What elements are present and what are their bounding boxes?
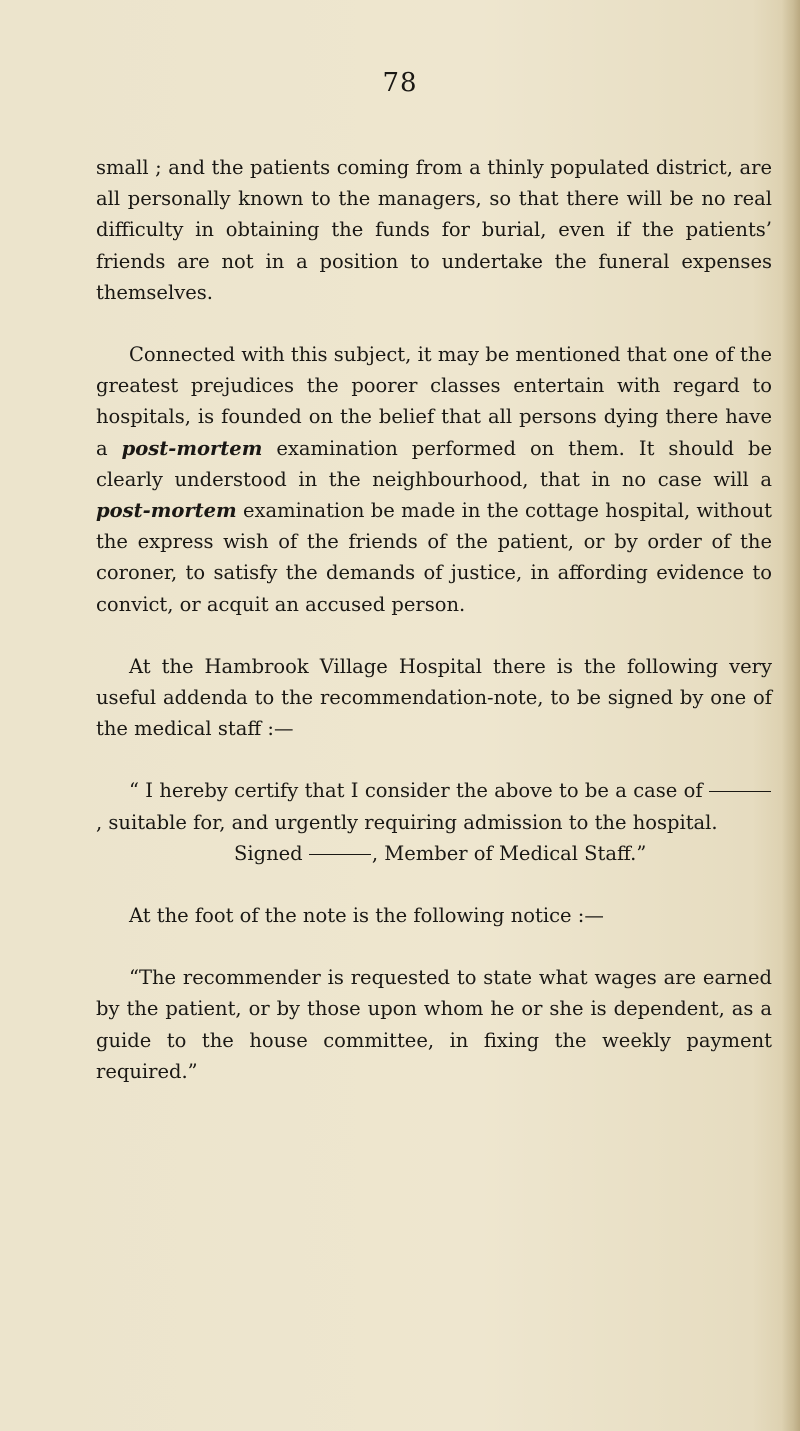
- paragraph-2-part-c: examination be made in the cottage hospital, without the express wish of the friends of the patient, or by order of the coroner, to satisfy the demands of justice, in affording evidence to convict, or acquit an accused person.: [96, 499, 772, 616]
- paragraph-3: At the Hambrook Village Hospital there is the following very useful addenda to the recommendation-note, to be signed by one of the medical staff :—: [96, 654, 772, 741]
- quote-notice: “The recommender is requested to state what wages are earned by the patient, or by those upon whom he or she is dependent, as a guide to the house committee, in fixing the weekly payment required.”: [96, 966, 772, 1083]
- paragraph-4: At the foot of the note is the following notice :—: [129, 904, 604, 928]
- paragraph-1: small ; and the patients coming from a thinly populated district, are all personally known to the managers, so that there will be no real difficulty in obtaining the funds for burial, even if the patients’ friends are not in a position to undertake the funeral expenses themselves.: [96, 156, 772, 304]
- signature-blank-line: [309, 854, 371, 855]
- signature-line: [96, 838, 772, 869]
- italic-term-post-mortem-2: post-mortem: [96, 499, 237, 523]
- blank-line: [709, 791, 771, 792]
- quote-certificate-part-b: , suitable for, and urgently requiring admission to the hospital.: [96, 810, 718, 834]
- paragraph-2-part-a: Connected with this subject, it may be mentioned that one of the greatest prejudices the poorer classes entertain with regard to hospitals, is founded on the belief that all persons dying there have a: [96, 343, 772, 460]
- page-edge-shadow: [782, 0, 800, 1431]
- italic-term-post-mortem-1: post-mortem: [121, 436, 263, 460]
- body-text: [96, 152, 772, 1087]
- signed-label: Signed: [234, 841, 303, 865]
- signed-role: , Member of Medical Staff.”: [371, 841, 647, 865]
- paragraph-2: [96, 339, 772, 620]
- quote-certificate: [96, 775, 772, 837]
- page-number: 78: [382, 68, 418, 98]
- paragraph-2-part-b: examination performed on them. It should be clearly understood in the neighbourhood, that in no case will a: [96, 436, 773, 491]
- quote-certificate-part-a: “ I hereby certify that I consider the above to be a case of: [129, 779, 703, 803]
